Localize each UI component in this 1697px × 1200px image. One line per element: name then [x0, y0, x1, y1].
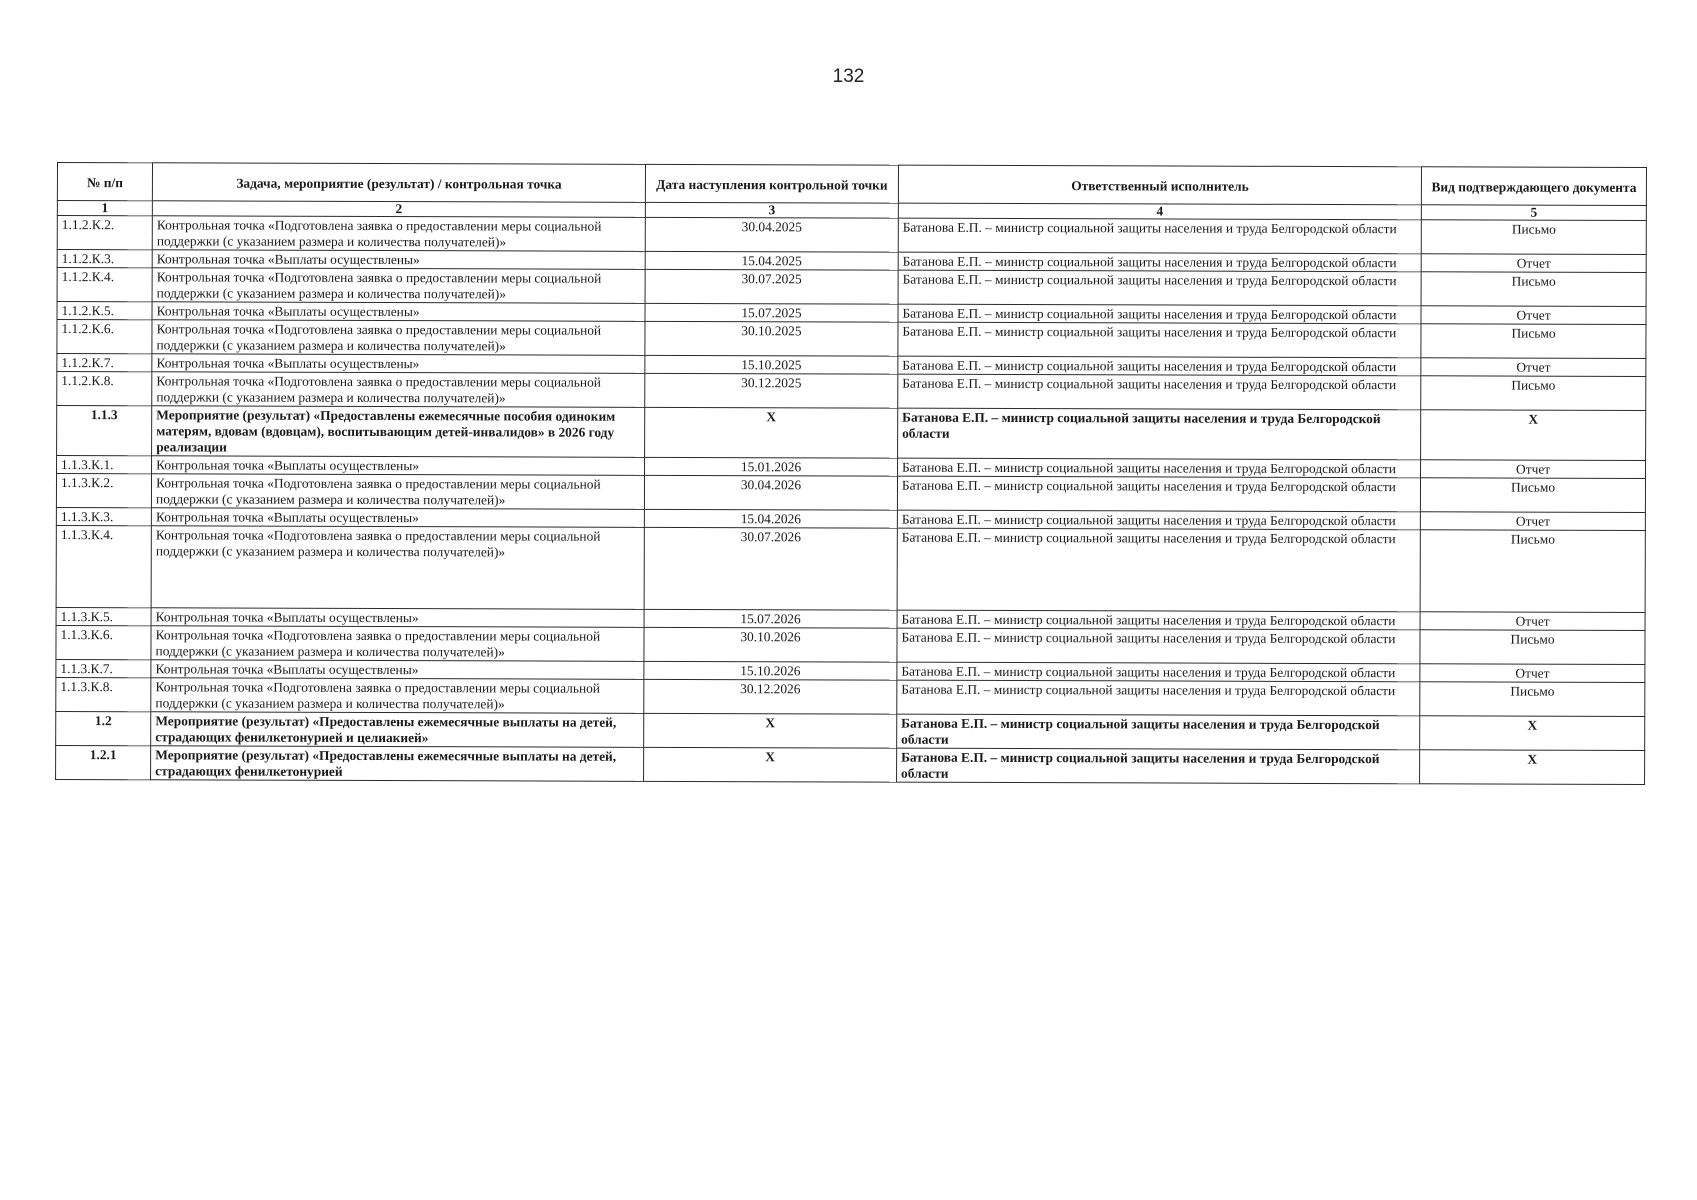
responsible-executor: Батанова Е.П. – министр социальной защиты населения и труда Белгородской области [897, 662, 1420, 682]
responsible-executor: Батанова Е.П. – министр социальной защиты населения и труда Белгородской области [897, 610, 1420, 630]
task-description: Контрольная точка «Выплаты осуществлены» [152, 456, 645, 476]
column-number: 5 [1421, 205, 1646, 221]
column-number: 1 [57, 201, 152, 216]
checkpoint-date: X [645, 407, 898, 458]
responsible-executor: Батанова Е.П. – министр социальной защиты населения и труда Белгородской области [898, 374, 1421, 410]
document-type: Отчет [1421, 460, 1646, 479]
row-number: 1.1.3.К.5. [56, 607, 151, 625]
task-description: Контрольная точка «Выплаты осуществлены» [152, 354, 645, 374]
checkpoint-date: 30.12.2026 [644, 679, 897, 714]
row-number: 1.2 [56, 711, 151, 745]
checkpoint-row [56, 677, 1645, 716]
checkpoint-row [56, 625, 1645, 664]
page-number: 132 [832, 66, 865, 87]
document-type: Письмо [1421, 478, 1646, 513]
checkpoint-row [57, 372, 1646, 411]
column-number: 3 [645, 202, 898, 218]
responsible-executor: Батанова Е.П. – министр социальной защиты населения и труда Белгородской области [898, 408, 1421, 460]
responsible-executor: Батанова Е.П. – министр социальной защиты населения и труда Белгородской области [898, 356, 1421, 376]
task-description: Контрольная точка «Выплаты осуществлены» [151, 608, 644, 628]
checkpoint-date: 15.07.2025 [645, 303, 898, 322]
row-number: 1.1.3.К.8. [56, 677, 151, 711]
row-number: 1.1.2.К.3. [57, 250, 152, 268]
document-type: Отчет [1420, 664, 1645, 683]
document-type: Письмо [1420, 630, 1645, 665]
activity-row [56, 745, 1645, 784]
table-body [56, 216, 1647, 785]
responsible-executor: Батанова Е.П. – министр социальной защиты населения и труда Белгородской области [897, 680, 1420, 716]
checkpoint-date: 15.10.2026 [644, 661, 897, 680]
column-number: 4 [898, 203, 1421, 220]
checkpoint-date: 30.04.2026 [644, 475, 897, 510]
task-description: Контрольная точка «Подготовлена заявка о предоставлении меры социальной поддержки (с указанием размера и количества получателей)» [151, 626, 644, 662]
responsible-executor: Батанова Е.П. – министр социальной защиты населения и труда Белгородской области [897, 476, 1420, 512]
checkpoint-date: 30.10.2026 [644, 627, 897, 662]
checkpoint-date: 30.07.2026 [644, 527, 897, 610]
document-type: Письмо [1421, 324, 1646, 359]
document-type: Отчет [1421, 358, 1646, 377]
row-number: 1.1.2.К.8. [57, 372, 152, 406]
checkpoint-table [55, 162, 1647, 785]
row-number: 1.1.2.К.6. [57, 320, 152, 354]
checkpoint-row [57, 320, 1646, 359]
responsible-executor: Батанова Е.П. – министр социальной защиты населения и труда Белгородской области [897, 628, 1420, 664]
column-number: 2 [152, 201, 645, 218]
responsible-executor: Батанова Е.П. – министр социальной защиты населения и труда Белгородской области [898, 252, 1421, 272]
document-type: Письмо [1421, 376, 1646, 411]
document-type: Отчет [1420, 612, 1645, 631]
document-type: Письмо [1421, 272, 1646, 307]
task-description: Контрольная точка «Подготовлена заявка о предоставлении меры социальной поддержки (с указанием размера и количества получателей)» [151, 678, 644, 714]
task-description: Контрольная точка «Подготовлена заявка о предоставлении меры социальной поддержки (с указанием размера и количества получателей)» [152, 320, 645, 356]
checkpoint-row [57, 268, 1646, 307]
responsible-executor: Батанова Е.П. – министр социальной защиты населения и труда Белгородской области [898, 322, 1421, 358]
checkpoint-date: X [644, 713, 897, 748]
checkpoint-date: 15.07.2026 [644, 609, 897, 628]
activity-row [57, 406, 1646, 461]
document-type: Письмо [1420, 530, 1645, 613]
document-type: Отчет [1421, 254, 1646, 273]
task-description: Контрольная точка «Выплаты осуществлены» [151, 660, 644, 680]
responsible-executor: Батанова Е.П. – министр социальной защиты населения и труда Белгородской области [898, 218, 1421, 254]
header-task: Задача, мероприятие (результат) / контрольная точка [152, 163, 645, 203]
task-description: Контрольная точка «Подготовлена заявка о предоставлении меры социальной поддержки (с указанием размера и количества получателей)» [152, 372, 645, 408]
task-description: Контрольная точка «Выплаты осуществлены» [151, 508, 644, 528]
header-number: № п/п [57, 163, 152, 201]
header-executor: Ответственный исполнитель [898, 165, 1421, 205]
document-type: X [1420, 750, 1645, 785]
task-description: Контрольная точка «Подготовлена заявка о предоставлении меры социальной поддержки (с указанием размера и количества получателей)» [152, 216, 645, 252]
row-number: 1.1.3.К.1. [57, 456, 152, 474]
checkpoint-date: 30.10.2025 [645, 321, 898, 356]
document-type: X [1421, 410, 1646, 461]
document-type: Письмо [1421, 220, 1646, 255]
task-description: Мероприятие (результат) «Предоставлены ежемесячные выплаты на детей, страдающих фенилкетонурией и целиакией» [151, 712, 644, 748]
task-description: Контрольная точка «Подготовлена заявка о предоставлении меры социальной поддержки (с указанием размера и количества получателей)» [152, 268, 645, 304]
checkpoint-date: 30.07.2025 [645, 269, 898, 304]
header-date: Дата наступления контрольной точки [645, 164, 898, 203]
row-number: 1.1.2.К.2. [57, 216, 152, 250]
row-number: 1.1.2.К.4. [57, 268, 152, 302]
checkpoint-date: 15.04.2026 [644, 509, 897, 528]
task-description: Мероприятие (результат) «Предоставлены ежемесячные пособия одиноким матерям, вдовам (вдовцам), воспитывающим детей-инвалидов» в 2026 году реализации [152, 406, 645, 458]
header-document-type: Вид подтверждающего документа [1421, 167, 1646, 206]
checkpoint-date: 15.01.2026 [645, 457, 898, 476]
responsible-executor: Батанова Е.П. – министр социальной защиты населения и труда Белгородской области [898, 304, 1421, 324]
row-number: 1.1.3.К.2. [56, 474, 151, 508]
document-type: X [1420, 716, 1645, 751]
task-description: Контрольная точка «Подготовлена заявка о предоставлении меры социальной поддержки (с указанием размера и количества получателей)» [151, 526, 644, 610]
row-number: 1.1.2.К.7. [57, 354, 152, 372]
responsible-executor: Батанова Е.П. – министр социальной защиты населения и труда Белгородской области [897, 528, 1420, 612]
checkpoint-date: 15.04.2025 [645, 251, 898, 270]
header-row [57, 163, 1646, 206]
task-description: Контрольная точка «Подготовлена заявка о предоставлении меры социальной поддержки (с указанием размера и количества получателей)» [152, 474, 645, 510]
responsible-executor: Батанова Е.П. – министр социальной защиты населения и труда Белгородской области [897, 510, 1420, 530]
checkpoint-date: 30.12.2025 [645, 373, 898, 408]
checkpoint-row [56, 474, 1645, 513]
row-number: 1.2.1 [56, 745, 151, 779]
checkpoint-row [57, 216, 1646, 255]
checkpoint-date: 30.04.2025 [645, 217, 898, 252]
responsible-executor: Батанова Е.П. – министр социальной защиты населения и труда Белгородской области [897, 748, 1420, 784]
row-number: 1.1.3.К.7. [56, 659, 151, 677]
checkpoint-date: 15.10.2025 [645, 355, 898, 374]
task-description: Контрольная точка «Выплаты осуществлены» [152, 302, 645, 322]
responsible-executor: Батанова Е.П. – министр социальной защиты населения и труда Белгородской области [898, 270, 1421, 306]
row-number: 1.1.2.К.5. [57, 302, 152, 320]
document-type: Письмо [1420, 682, 1645, 717]
task-description: Контрольная точка «Выплаты осуществлены» [152, 250, 645, 270]
row-number: 1.1.3.К.6. [56, 625, 151, 659]
checkpoint-row [56, 525, 1645, 612]
row-number: 1.1.3 [57, 406, 152, 456]
document-type: Отчет [1421, 306, 1646, 325]
responsible-executor: Батанова Е.П. – министр социальной защиты населения и труда Белгородской области [897, 458, 1420, 478]
responsible-executor: Батанова Е.П. – министр социальной защиты населения и труда Белгородской области [897, 714, 1420, 750]
row-number: 1.1.3.К.3. [56, 507, 151, 525]
document-type: Отчет [1420, 512, 1645, 531]
checkpoint-date: X [644, 747, 897, 782]
row-number: 1.1.3.К.4. [56, 525, 151, 607]
activity-row [56, 711, 1645, 750]
task-description: Мероприятие (результат) «Предоставлены ежемесячные выплаты на детей, страдающих фенилкетонурией [151, 746, 644, 782]
